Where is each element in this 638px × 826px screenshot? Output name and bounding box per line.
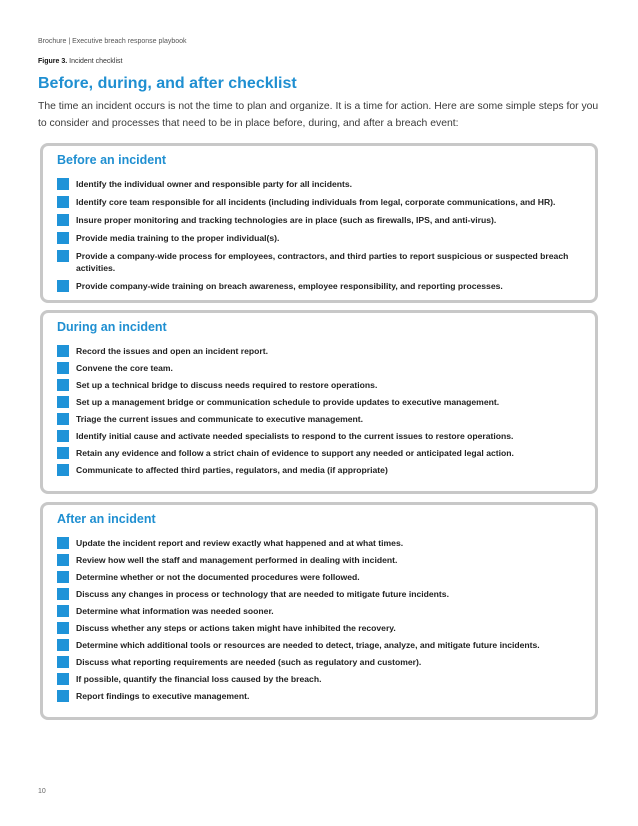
- checklist-item: Provide media training to the proper individual(s).: [57, 232, 585, 244]
- intro-paragraph: The time an incident occurs is not the time to plan and organize. It is a time for action. Here are some simple steps for you to consider and processes that need to be in place before, during, and after a breach event:: [38, 101, 599, 129]
- checklist-during: [57, 345, 585, 476]
- figure-label: Figure 3.: [38, 58, 68, 65]
- page-title: Before, during, and after checklist: [38, 75, 297, 92]
- checklist-item: Review how well the staff and management performed in dealing with incident.: [57, 554, 585, 566]
- square-bullet-icon: [57, 214, 69, 226]
- square-bullet-icon: [57, 554, 69, 566]
- checklist-item: Provide company-wide training on breach awareness, employee responsibility, and reporting processes.: [57, 280, 585, 292]
- square-bullet-icon: [57, 464, 69, 476]
- checklist-item: Set up a technical bridge to discuss needs required to restore operations.: [57, 379, 585, 391]
- section-heading-during: During an incident: [57, 320, 167, 334]
- square-bullet-icon: [57, 537, 69, 549]
- square-bullet-icon: [57, 673, 69, 685]
- checklist-item: Discuss any changes in process or technology that are needed to mitigate future incidents.: [57, 588, 585, 600]
- panel-during-incident: [40, 310, 598, 494]
- checklist-before: [57, 178, 585, 292]
- checklist-item: Determine which additional tools or resources are needed to detect, triage, analyze, and mitigate future incidents.: [57, 639, 585, 651]
- checklist-item: Triage the current issues and communicate to executive management.: [57, 413, 585, 425]
- checklist-item: Provide a company-wide process for employees, contractors, and third parties to report suspicious or suspected breach activities.: [57, 250, 585, 274]
- checklist-item: Report findings to executive management.: [57, 690, 585, 702]
- square-bullet-icon: [57, 447, 69, 459]
- checklist-item: Set up a management bridge or communication schedule to provide updates to executive management.: [57, 396, 585, 408]
- checklist-item: Identify core team responsible for all incidents (including individuals from legal, corporate communications, and HR).: [57, 196, 585, 208]
- square-bullet-icon: [57, 196, 69, 208]
- checklist-item: Convene the core team.: [57, 362, 585, 374]
- square-bullet-icon: [57, 430, 69, 442]
- section-heading-after: After an incident: [57, 512, 156, 526]
- figure-caption-text: Incident checklist: [69, 58, 123, 65]
- section-heading-before: Before an incident: [57, 153, 167, 167]
- checklist-item: If possible, quantify the financial loss caused by the breach.: [57, 673, 585, 685]
- square-bullet-icon: [57, 232, 69, 244]
- checklist-item: Insure proper monitoring and tracking technologies are in place (such as firewalls, IPS, and anti-virus).: [57, 214, 585, 226]
- panel-after-incident: [40, 502, 598, 720]
- square-bullet-icon: [57, 656, 69, 668]
- checklist-item: Determine whether or not the documented procedures were followed.: [57, 571, 585, 583]
- checklist-item: Identify initial cause and activate needed specialists to respond to the current issues to restore operations.: [57, 430, 585, 442]
- checklist-item: Communicate to affected third parties, regulators, and media (if appropriate): [57, 464, 585, 476]
- square-bullet-icon: [57, 345, 69, 357]
- checklist-item: Identify the individual owner and responsible party for all incidents.: [57, 178, 585, 190]
- square-bullet-icon: [57, 588, 69, 600]
- square-bullet-icon: [57, 178, 69, 190]
- square-bullet-icon: [57, 379, 69, 391]
- figure-caption: [38, 58, 122, 65]
- square-bullet-icon: [57, 396, 69, 408]
- checklist-item: Discuss what reporting requirements are needed (such as regulatory and customer).: [57, 656, 585, 668]
- checklist-item: Determine what information was needed sooner.: [57, 605, 585, 617]
- checklist-item: Record the issues and open an incident report.: [57, 345, 585, 357]
- checklist-after: [57, 537, 585, 702]
- square-bullet-icon: [57, 413, 69, 425]
- square-bullet-icon: [57, 690, 69, 702]
- checklist-item: Retain any evidence and follow a strict chain of evidence to support any needed or anticipated legal action.: [57, 447, 585, 459]
- square-bullet-icon: [57, 605, 69, 617]
- checklist-item: Update the incident report and review exactly what happened and at what times.: [57, 537, 585, 549]
- square-bullet-icon: [57, 250, 69, 262]
- checklist-item: Discuss whether any steps or actions taken might have inhibited the recovery.: [57, 622, 585, 634]
- square-bullet-icon: [57, 571, 69, 583]
- square-bullet-icon: [57, 362, 69, 374]
- square-bullet-icon: [57, 280, 69, 292]
- square-bullet-icon: [57, 622, 69, 634]
- breadcrumb: Brochure | Executive breach response playbook: [38, 38, 187, 45]
- panel-before-incident: [40, 143, 598, 303]
- page-number: 10: [38, 788, 46, 795]
- square-bullet-icon: [57, 639, 69, 651]
